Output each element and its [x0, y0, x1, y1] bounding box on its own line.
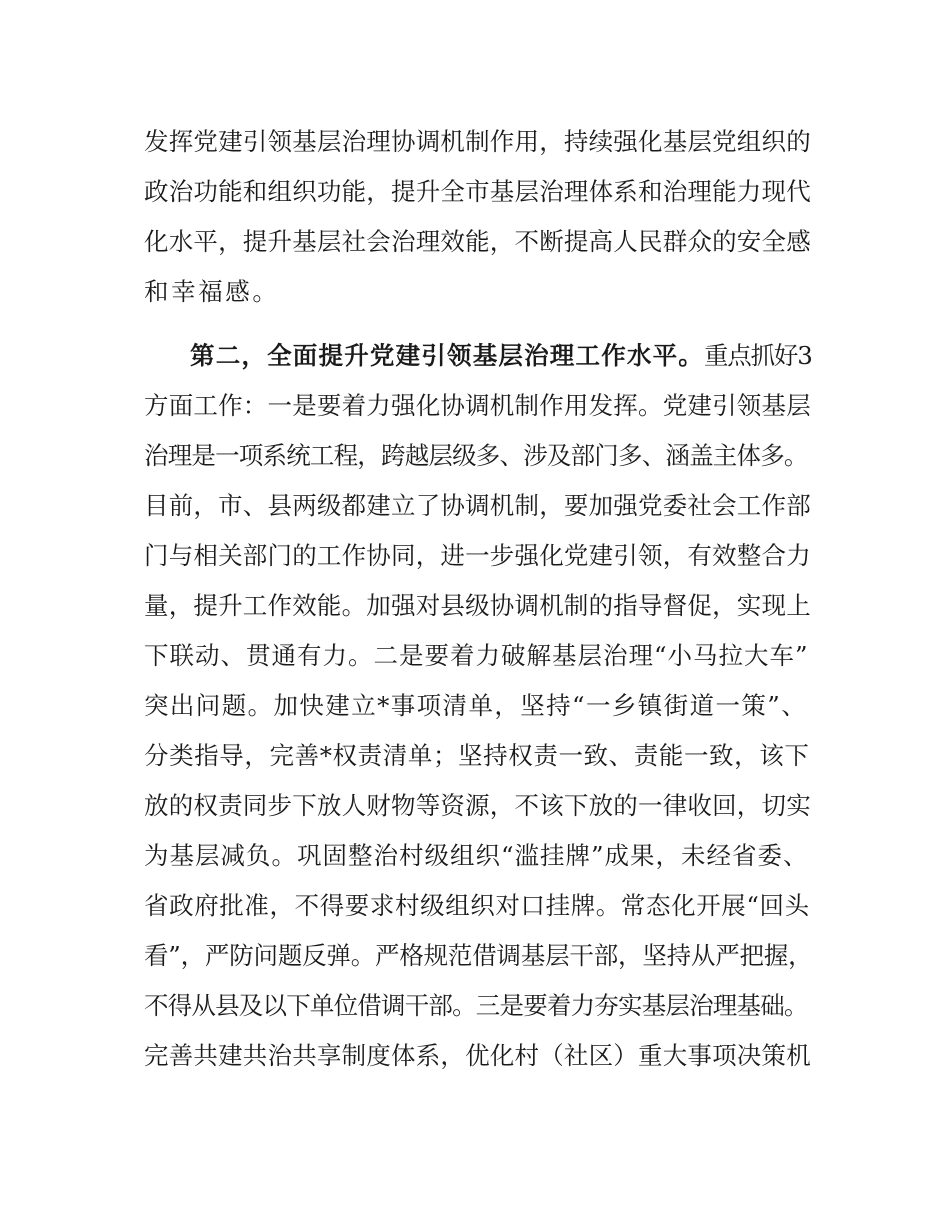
paragraph2-line-3: 目前，市、县两级都建立了协调机制，要加强党委社会工作部: [144, 491, 811, 520]
paragraph2-line-13: 不得从县及以下单位借调干部。三是要着力夯实基层治理基础。: [144, 991, 808, 1020]
paragraph2-line-6: 下联动、贯通有力。二是要着力破解基层治理“小马拉大车”: [144, 641, 809, 670]
paragraph2-first-line: [190, 341, 812, 371]
paragraph2-line-1: 方面工作：一是要着力强化协调机制作用发挥。党建引领基层: [144, 391, 811, 420]
paragraph2-line-7: 突出问题。加快建立*事项清单，坚持“一乡镇街道一策”、: [144, 691, 808, 720]
paragraph2-line-2: 治理是一项系统工程，跨越层级多、涉及部门多、涵盖主体多。: [144, 441, 808, 470]
paragraph1-line-1: 发挥党建引领基层治理协调机制作用，持续强化基层党组织的: [144, 127, 811, 156]
paragraph2-line-12: 看”，严防问题反弹。严格规范借调基层干部，坚持从严把握，: [144, 941, 813, 970]
paragraph2-first-line-rest: 重点抓好3: [704, 341, 812, 370]
paragraph2-line-10: 为基层减负。巩固整治村级组织“滥挂牌”成果，未经省委、: [144, 841, 809, 870]
paragraph2-line-8: 分类指导，完善*权责清单；坚持权责一致、责能一致，该下: [144, 741, 810, 770]
paragraph2-line-11: 省政府批准，不得要求村级组织对口挂牌。常态化开展“回头: [144, 891, 810, 920]
paragraph1-line-2: 政治功能和组织功能，提升全市基层治理体系和治理能力现代: [144, 177, 811, 206]
paragraph1-line-3: 化水平，提升基层社会治理效能，不断提高人民群众的安全感: [144, 227, 811, 256]
paragraph1-line-4: 和幸福感。: [144, 277, 280, 306]
paragraph2-line-14: 完善共建共治共享制度体系，优化村（社区）重大事项决策机: [144, 1041, 811, 1070]
paragraph2-line-5: 量，提升工作效能。加强对县级协调机制的指导督促，实现上: [144, 591, 811, 620]
paragraph2-line-9: 放的权责同步下放人财物等资源，不该下放的一律收回，切实: [144, 791, 811, 820]
section-heading: 第二，全面提升党建引领基层治理工作水平。: [190, 341, 704, 370]
paragraph2-line-4: 门与相关部门的工作协同，进一步强化党建引领，有效整合力: [144, 541, 811, 570]
